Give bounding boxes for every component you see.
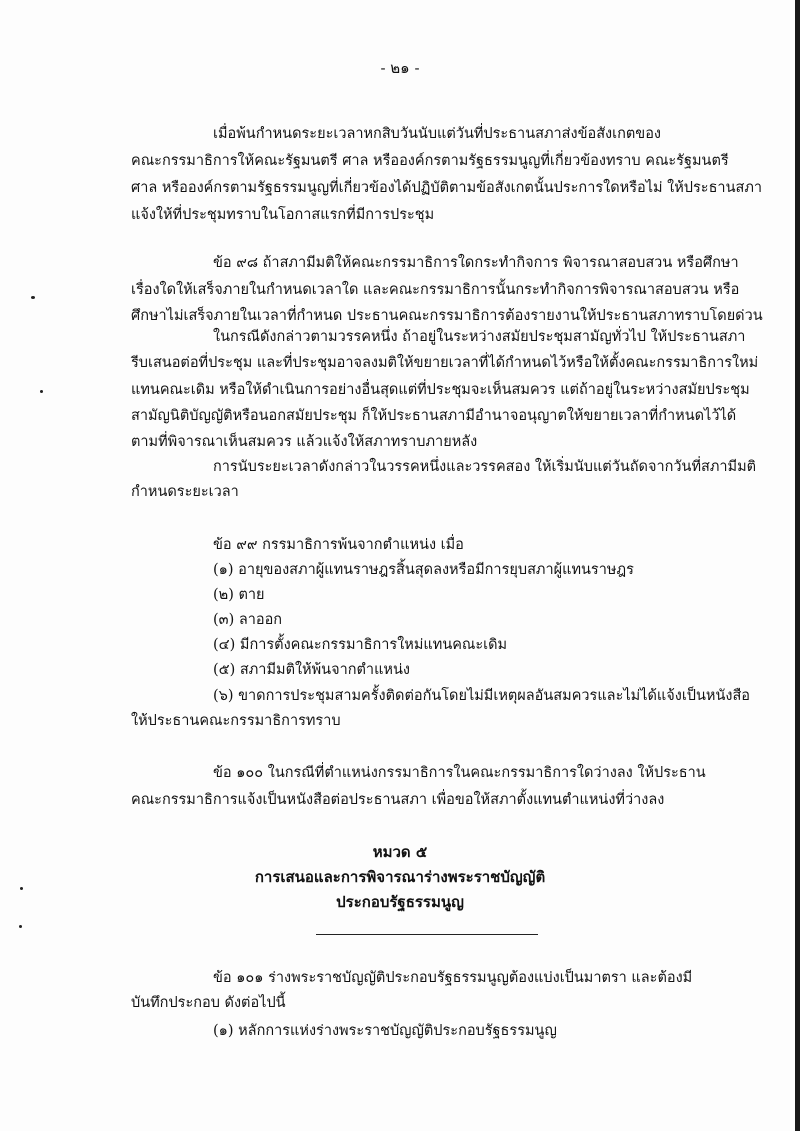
list-item: (๔) มีการตั้งคณะกรรมาธิการใหม่แทนคณะเดิม bbox=[213, 637, 508, 653]
text-line: เรื่องใดให้เสร็จภายในกำหนดเวลาใด และคณะกรรมาธิการนั้นกระทำกิจการพิจารณาสอบสวน หรือ bbox=[131, 282, 740, 298]
list-item: (๒) ตาย bbox=[213, 587, 265, 603]
text-line: ในกรณีดังกล่าวตามวรรคหนึ่ง ถ้าอยู่ในระหว่างสมัยประชุมสามัญทั่วไป ให้ประธานสภา bbox=[213, 329, 746, 345]
clause-98-line: ข้อ ๙๘ ถ้าสภามีมติให้คณะกรรมาธิการใดกระทำกิจการ พิจารณาสอบสวน หรือศึกษา bbox=[213, 255, 739, 271]
text-line: รีบเสนอต่อที่ประชุม และที่ประชุมอาจลงมติให้ขยายเวลาที่ได้กำหนดไว้หรือให้ตั้งคณะกรรมาธิการใหม่ bbox=[131, 355, 759, 371]
text-line: คณะกรรมาธิการให้คณะรัฐมนตรี ศาล หรือองค์กรตามรัฐธรรมนูญที่เกี่ยวข้องทราบ คณะรัฐมนตรี bbox=[131, 153, 729, 169]
scan-edge bbox=[795, 0, 800, 1131]
text-line: แทนคณะเดิม หรือให้ดำเนินการอย่างอื่นสุดแต่ที่ประชุมจะเห็นสมควร แต่ถ้าอยู่ในระหว่างสมัยประชุม bbox=[131, 382, 750, 398]
list-item: (๕) สภามีมติให้พ้นจากตำแหน่ง bbox=[213, 662, 410, 678]
chapter-heading: หมวด ๕ bbox=[372, 843, 428, 861]
scan-speck bbox=[19, 925, 22, 928]
text-line: กำหนดระยะเวลา bbox=[131, 484, 239, 500]
clause-100-line: ข้อ ๑๐๐ ในกรณีที่ตำแหน่งกรรมาธิการในคณะกรรมาธิการใดว่างลง ให้ประธาน bbox=[213, 765, 706, 781]
scan-speck bbox=[40, 390, 43, 393]
text-line: ศึกษาไม่เสร็จภายในเวลาที่กำหนด ประธานคณะกรรมาธิการต้องรายงานให้ประธานสภาทราบโดยด่วน bbox=[131, 308, 763, 324]
text-line: ศาล หรือองค์กรตามรัฐธรรมนูญที่เกี่ยวข้องได้ปฏิบัติตามข้อสังเกตนั้นประการใดหรือไม่ ให้ประธานสภา bbox=[131, 180, 763, 196]
text-line: บันทึกประกอบ ดังต่อไปนี้ bbox=[131, 995, 286, 1011]
page-number: - ๒๑ - bbox=[380, 59, 420, 77]
chapter-title: การเสนอและการพิจารณาร่างพระราชบัญญัติ bbox=[254, 868, 546, 886]
text-line: คณะกรรมาธิการแจ้งเป็นหนังสือต่อประธานสภา เพื่อขอให้สภาตั้งแทนตำแหน่งที่ว่างลง bbox=[131, 792, 665, 808]
heading-divider bbox=[316, 934, 538, 935]
text-line: ตามที่พิจารณาเห็นสมควร แล้วแจ้งให้สภาทราบภายหลัง bbox=[131, 434, 478, 450]
scan-speck bbox=[20, 887, 23, 890]
list-item: (๖) ขาดการประชุมสามครั้งติดต่อกันโดยไม่มีเหตุผลอันสมควรและไม่ได้แจ้งเป็นหนังสือ bbox=[213, 688, 751, 704]
scan-speck bbox=[31, 296, 35, 299]
list-item: (๑) หลักการแห่งร่างพระราชบัญญัติประกอบรัฐธรรมนูญ bbox=[213, 1023, 557, 1039]
chapter-title: ประกอบรัฐธรรมนูญ bbox=[336, 893, 464, 911]
clause-99-line: ข้อ ๙๙ กรรมาธิการพ้นจากตำแหน่ง เมื่อ bbox=[213, 537, 464, 553]
text-line: ให้ประธานคณะกรรมาธิการทราบ bbox=[131, 713, 341, 729]
list-item: (๓) ลาออก bbox=[213, 612, 283, 628]
text-line: สามัญนิติบัญญัติหรือนอกสมัยประชุม ก็ให้ประธานสภามีอำนาจอนุญาตให้ขยายเวลาที่กำหนดไว้ได้ bbox=[131, 408, 737, 424]
list-item: (๑) อายุของสภาผู้แทนราษฎรสิ้นสุดลงหรือมีการยุบสภาผู้แทนราษฎร bbox=[213, 562, 634, 578]
text-line: เมื่อพ้นกำหนดระยะเวลาหกสิบวันนับแต่วันที่ประธานสภาส่งข้อสังเกตของ bbox=[213, 126, 661, 142]
clause-101-line: ข้อ ๑๐๑ ร่างพระราชบัญญัติประกอบรัฐธรรมนูญต้องแบ่งเป็นมาตรา และต้องมี bbox=[213, 970, 693, 986]
text-line: การนับระยะเวลาดังกล่าวในวรรคหนึ่งและวรรคสอง ให้เริ่มนับแต่วันถัดจากวันที่สภามีมติ bbox=[213, 459, 757, 475]
text-line: แจ้งให้ที่ประชุมทราบในโอกาสแรกที่มีการประชุม bbox=[131, 207, 435, 223]
